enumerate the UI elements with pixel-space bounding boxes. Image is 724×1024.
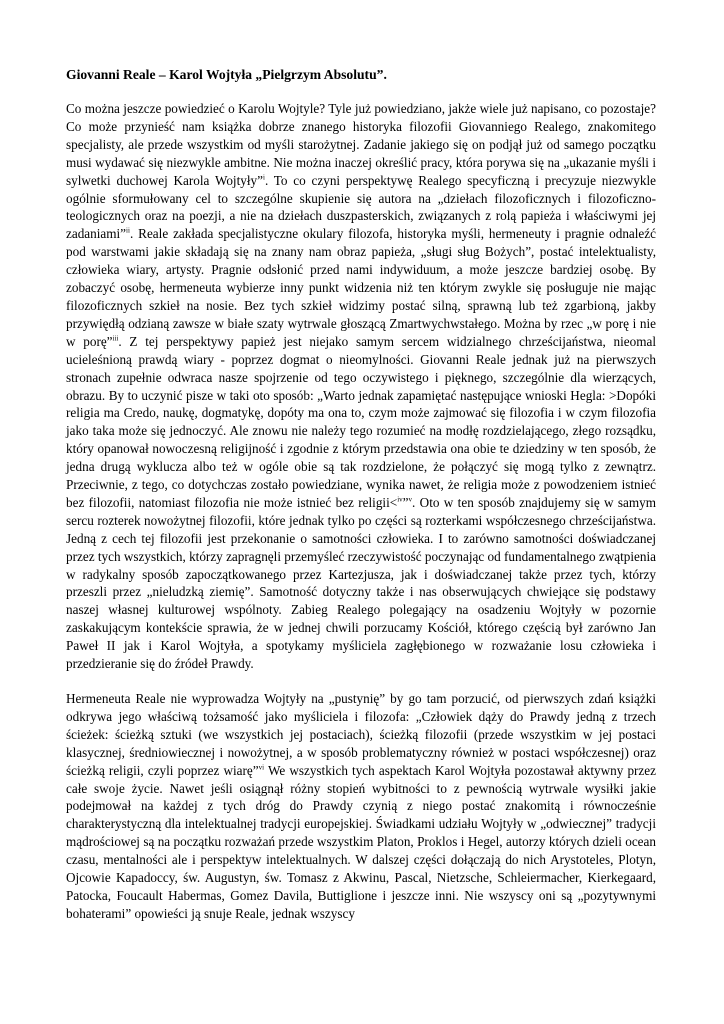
paragraph-text: . Oto w ten sposób znajdujemy się w samym sercu rozterek nowożytnej filozofii, które jednak tylko po części są rozterkami współczesnego chrześcijaństwa. Jedną z cech tej filozofii jest przekonanie o samotności człowieka. I to zarówno samotności doświadczanej przez tych wszystkich, którzy zapragnęli przemyśleć rzeczywistość poczynając od fundamentalnego zwątpienia w radykalny sposób zapoczątkowanego przez Kartezjusza, jak i doświadczanej także przez tych, którzy przeszli przez „nieludzką ziemię”. Samotność dotyczny także i nas obserwujących chwiejące się podstawy naszej własnej kulturowej wspólnoty. Zabieg Realego polegający na osadzeniu Wojtyły w pozornie zaskakującym kontekście sprawia, że w jednej chwili porzucamy Kościół, którego częścią był zarówno Jan Paweł II jak i Karol Wojtyła, a spotykamy myśliciela zagłębionego w rozważanie losu człowieka i przedzieranie się do źródeł Prawdy.: [66, 494, 656, 672]
paragraph-text: . Reale zakłada specjalistyczne okulary filozofa, historyka myśli, hermeneuty i pragnie odnaleźć pod warstwami jakie składają się na znany nam obraz papieża, „sługi sług Bożych”, postać intelektualisty, człowieka wiary, artysty. Pragnie odsłonić przed nami indywiduum, a może jeszcze bardziej osobę. By zobaczyć osobę, hermeneuta wybierze inny punkt widzenia niż ten którym zwykle się posługuje nie mając filozoficznych szkieł na nosie. Bez tych szkieł widzimy postać silną, sprawną lub też zgarbioną, jakby przywiędłą odzianą zawsze w białe szaty wytrwale głoszącą Zmartwychwstałego. Można by rzec „w porę i nie w porę”: [66, 226, 656, 349]
paragraph: [66, 100, 656, 673]
paragraph-text: . To co czyni perspektywę Realego specyficzną i precyzuje niezwykle ogólnie sformułowany cel to szczególne skupienie się autora na „dziełach filozoficznych i filozoficzno-teologicznych oraz na poezji, a nie na dziełach duszpasterskich, związanych z rolą papieża i właściwymi jej zadaniami”: [66, 172, 656, 242]
paragraph-text: Co można jeszcze powiedzieć o Karolu Wojtyle? Tyle już powiedziano, jakże wiele już napisano, co pozostaje? Co może przynieść nam książka dobrze znanego historyka filozofii Giovanniego Realego, znakomitego specjalisty, ale przede wszystkim od myśli starożytnej. Zadanie jakiego się on podjął już od samego początku musi wydawać się niezwykle ambitne. Nie można inaczej określić pracy, która porywa się na „ukazanie myśli i sylwetki duchowej Karola Wojtyły”: [66, 101, 656, 188]
footnote-marker: iii: [112, 334, 119, 343]
paragraph-text: ”: [402, 494, 409, 510]
footnote-marker: i: [262, 173, 265, 182]
footnote-marker: iv: [397, 495, 403, 504]
document-page: [66, 66, 656, 940]
paragraph-text: . Z tej perspektywy papież jest niejako samym sercem widzialnego chrześcijaństwa, nieomal ucieleśnioną prawdą wiary - poprzez dogmat o nieomylności. Giovanni Reale jednak już na pierwszych stronach zupełnie odwraca nasze spojrzenie od tego oczywistego i pięknego, szczególnie dla wierzących, obrazu. By to uczynić pisze w taki oto sposób: „Warto jednak zapamiętać następujące wnioski Hegla: >Dopóki religia ma Credo, naukę, dogmatykę, dopóty ma ona to, czym może zajmować się filozofia i w czym filozofia jako taka może się jednoczyć. Ale znowu nie należy tego rozumieć na modłę rozdzielającego, złego rozsądku, który opanował nowoczesną religijność i zgodnie z którym przedstawia ona obie te dziedziny w ten sposób, że jedna drugą wyklucza albo też w ogóle obie są tak rozdzielone, że połączyć się mogą tylko z zewnątrz. Przeciwnie, z tego, co dotychczas zostało powiedziane, wynika nawet, że religia może z powodzeniem istnieć bez filozofii, natomiast filozofia nie może istnieć bez religii<: [66, 333, 656, 510]
document-title: Giovanni Reale – Karol Wojtyła „Pielgrzym Absolutu”.: [66, 67, 387, 82]
paragraph: [66, 690, 656, 923]
paragraph-text: We wszystkich tych aspektach Karol Wojtyła pozostawał aktywny przez całe swoje życie. Nawet jeśli osiągnął różny stopień wybitności to z pewnością wytrwale wysiłki jakie podejmował na każdej z tych dróg do Prawdy czynią z niego postać znakomitą i równocześnie charakterystyczną dla intelektualnej tradycji europejskiej. Świadkami udziału Wojtyły w „odwiecznej” tradycji mądrościowej są na początku rozważań przede wszystkim Platon, Proklos i Hegel, autorzy których dzieli ocean czasu, mentalności ale i perspektyw intelektualnych. W dalszej części dołączają do nich Arystoteles, Plotyn, Ojcowie Kapadoccy, św. Augustyn, św. Tomasz z Akwinu, Pascal, Nietzsche, Schleiermacher, Kierkegaard, Patocka, Foucault Habermas, Gomez Davila, Buttiglione i jeszcze inni. Nie wszyscy oni są „pozytywnymi bohaterami” opowieści ją snuje Reale, jednak wszyscy: [66, 762, 656, 921]
footnote-marker: v: [408, 495, 413, 504]
footnote-marker: vi: [258, 763, 265, 772]
footnote-marker: ii: [126, 226, 130, 235]
paragraph-text: Hermeneuta Reale nie wyprowadza Wojtyły na „pustynię” by go tam porzucić, od pierwszych zdań książki odkrywa jego właściwą tożsamość jako myśliciela i filozofa: „Człowiek dąży do Prawdy jedną z trzech ścieżek: ścieżką sztuki (we wszystkich jej postaciach), ścieżką filozofii (przede wszystkim w jej postaci klasycznej, średniowiecznej i nowożytnej, a w sposób problematyczny również w postaci współczesnej) oraz ścieżką religii, czyli poprzez wiarę”: [66, 691, 656, 778]
document-body: [66, 100, 656, 923]
